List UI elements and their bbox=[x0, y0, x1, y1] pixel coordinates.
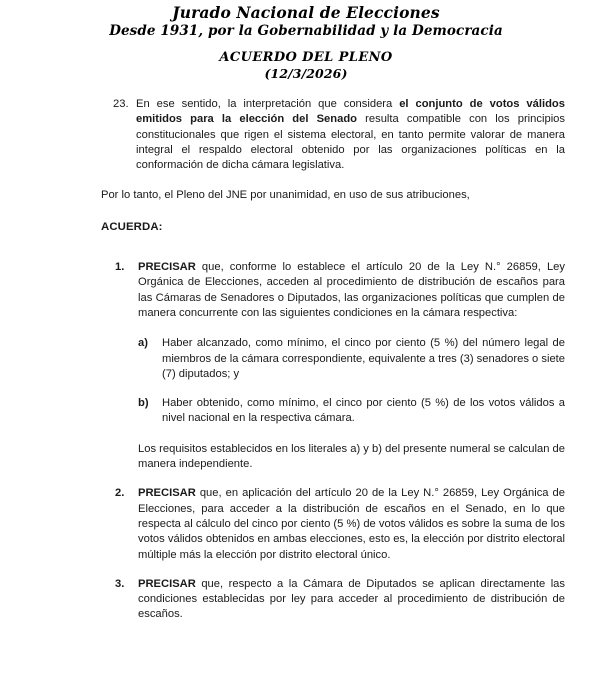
resolution-item-2 bbox=[101, 486, 565, 562]
organization-name: Jurado Nacional de Elecciones bbox=[172, 3, 440, 22]
resolution-item-3 bbox=[101, 577, 565, 623]
resolution-item-3-lead: PRECISAR bbox=[138, 577, 196, 590]
resolution-item-1-number: 1. bbox=[115, 261, 125, 274]
paragraph-23-text-part2: resulta compatible con los principios constitucionales que rigen el sistema electoral, en tanto permite valorar de manera integral el respaldo electoral obtenido por las organizaciones políticas en la conformación de dicha cámara legislativa. bbox=[136, 113, 565, 172]
paragraph-23-emphasis: el conjunto de votos válidos emitidos para la elección del Senado bbox=[136, 98, 565, 126]
paragraph-23-text bbox=[136, 97, 565, 173]
resolution-item-1-subitems bbox=[138, 336, 565, 426]
paragraph-23-number: 23. bbox=[113, 98, 129, 110]
subitem-a-text: Haber alcanzado, como mínimo, el cinco por ciento (5 %) del número legal de miembros de la cámara correspondiente, equivalente a tres (3) senadores o siete (7) diputados; y bbox=[162, 337, 565, 380]
acuerda-heading: ACUERDA: bbox=[101, 220, 163, 233]
resolution-item-1 bbox=[101, 260, 565, 472]
resolution-item-3-content bbox=[138, 577, 565, 623]
resolution-item-1-content bbox=[138, 260, 565, 472]
resolution-item-1-lead: PRECISAR bbox=[138, 261, 196, 274]
document-date: (12/3/2026) bbox=[264, 66, 348, 81]
resolution-list bbox=[101, 260, 565, 623]
subitem-b-marker: b) bbox=[138, 397, 149, 410]
resolution-item-1-text bbox=[138, 260, 565, 321]
resolution-item-3-number: 3. bbox=[115, 577, 125, 590]
resolution-item-3-body: que, respecto a la Cámara de Diputados se aplican directamente las condiciones establecidas por ley para acceder al procedimiento de distribución de escaños. bbox=[138, 577, 565, 621]
subitem-a-marker: a) bbox=[138, 337, 148, 350]
paragraph-23-text-part1: En ese sentido, la interpretación que considera bbox=[136, 98, 400, 110]
subitem-b-text: Haber obtenido, como mínimo, el cinco por ciento (5 %) de los votos válidos a nivel nacional en la respectiva cámara. bbox=[162, 397, 565, 425]
resolution-item-2-number: 2. bbox=[115, 487, 125, 500]
resolution-item-1-trailing-text: Los requisitos establecidos en los literales a) y b) del presente numeral se calculan de manera independiente. bbox=[138, 442, 565, 471]
subitem-a bbox=[138, 336, 565, 382]
resolution-item-2-text bbox=[138, 486, 565, 562]
resolution-item-2-lead: PRECISAR bbox=[138, 487, 196, 500]
document-type-title: ACUERDO DEL PLENO bbox=[219, 50, 393, 65]
paragraph-23 bbox=[101, 97, 565, 173]
resolution-item-1-body: que, conforme lo establece el artículo 20 de la Ley N.° 26859, Ley Orgánica de Elecciones, acceden al procedimiento de distribución de escaños para las Cámaras de Senadores o Diputados, las organizaciones políticas que cumplen de manera concurrente con las siguientes condiciones en la cámara respectiva: bbox=[138, 261, 565, 319]
resolution-item-2-content bbox=[138, 486, 565, 562]
document-body bbox=[0, 97, 612, 623]
subitem-b bbox=[138, 396, 565, 427]
resolution-item-3-text bbox=[138, 577, 565, 623]
resolution-item-2-body: que, en aplicación del artículo 20 de la Ley N.° 26859, Ley Orgánica de Elecciones, para acceder a la distribución de escaños en el Senado, en lo que respecta al cálculo del cinco por ciento (5 %) de votos válidos es sobre la suma de los votos válidos obtenidos en ambas elecciones, esto es, la elección por distrito electoral múltiple más la elección por distrito electoral único. bbox=[138, 487, 565, 561]
organization-motto: Desde 1931, por la Gobernabilidad y la Democracia bbox=[109, 23, 503, 39]
document-header bbox=[0, 0, 612, 82]
closing-intro-paragraph: Por lo tanto, el Pleno del JNE por unanimidad, en uso de sus atribuciones, bbox=[101, 189, 470, 202]
